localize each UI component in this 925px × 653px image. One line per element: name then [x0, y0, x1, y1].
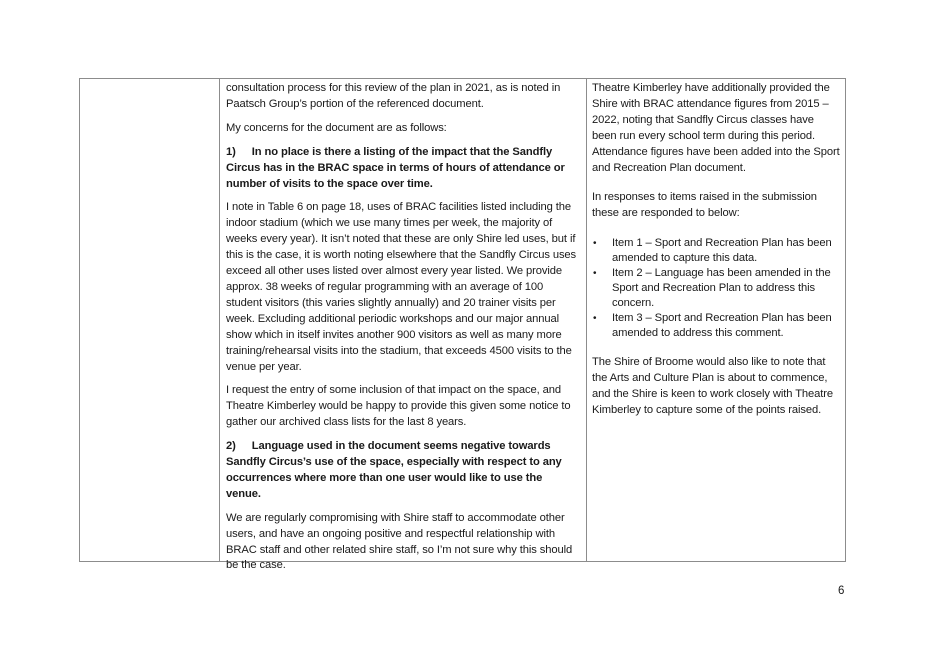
submission-paragraph: consultation process for this review of the plan in 2021, as is noted in Paatsch Group’s portion of the referenced document.: [226, 82, 561, 110]
bullet-icon: •: [593, 313, 597, 325]
table-cell-empty: [80, 79, 220, 561]
response-paragraph: In responses to items raised in the submission these are responded to below:: [592, 191, 817, 220]
page-number: 6: [838, 585, 845, 597]
submission-paragraph: We are regularly compromising with Shire staff to accommodate other users, and have an ongoing positive and respectful relationship with BRAC staff and other related shire staff, so I’m not sure why this should be the case.: [226, 511, 573, 572]
submission-table: [79, 78, 846, 572]
bullet-icon: •: [593, 268, 597, 280]
submission-paragraph: I note in Table 6 on page 18, uses of BRAC facilities listed including the indoor stadium (which we use many times per week, the majority of weeks every year). It isn’t noted that these are only Shire led uses, but if this is the case, it is worth noting elsewhere that the Sandfly Circus uses exceed all other uses listed over almost every year listed. We provide approx. 38 weeks of regular programming with an average of 100 student visitors (this varies slightly annually) and 20 trainer visits per week. Excluding additional periodic workshops and our major annual show which in itself invites another 900 visitors as well as many more training/rehearsal visits into the stadium, that exceeds 4500 visits to the venue per year.: [226, 201, 577, 373]
response-paragraph: Theatre Kimberley have additionally provided the Shire with BRAC attendance figures from 2015 – 2022, noting that Sandfly Circus classes have been run every school term during this period. Attendance figures have been added into the Sport and Recreation Plan document.: [592, 82, 840, 174]
bullet-icon: •: [593, 238, 597, 250]
concern-text: Language used in the document seems negative towards Sandfly Circus’s use of the space, especially with respect to any occurrences where more than one user would like to use the venue.: [226, 440, 562, 500]
concern-number: 1): [226, 145, 236, 158]
list-item-text: Item 2 – Language has been amended in the Sport and Recreation Plan to address this concern.: [612, 267, 831, 310]
response-item-list: [592, 236, 841, 341]
list-item-text: Item 1 – Sport and Recreation Plan has been amended to capture this data.: [612, 237, 832, 265]
concern-heading-1: [226, 145, 580, 193]
response-paragraph: The Shire of Broome would also like to note that the Arts and Culture Plan is about to commence, and the Shire is keen to work closely with Theatre Kimberley to capture some of the points raised.: [592, 356, 834, 416]
concern-heading-2: [226, 439, 580, 503]
list-item-text: Item 3 – Sport and Recreation Plan has been amended to address this comment.: [612, 312, 832, 340]
list-item: [592, 236, 841, 266]
submission-paragraph: I request the entry of some inclusion of that impact on the space, and Theatre Kimberley would be happy to provide this given some notice to gather our archived class lists for the last 8 years.: [226, 384, 571, 429]
submission-cell: [220, 79, 587, 572]
concern-text: In no place is there a listing of the impact that the Sandfly Circus has in the BRAC space in terms of hours of attendance or number of visits to the space over time.: [226, 145, 565, 190]
list-item: [592, 266, 841, 311]
list-item: [592, 311, 841, 341]
submission-paragraph: My concerns for the document are as follows:: [226, 121, 447, 134]
concern-number: 2): [226, 440, 236, 453]
response-cell: [587, 79, 845, 561]
